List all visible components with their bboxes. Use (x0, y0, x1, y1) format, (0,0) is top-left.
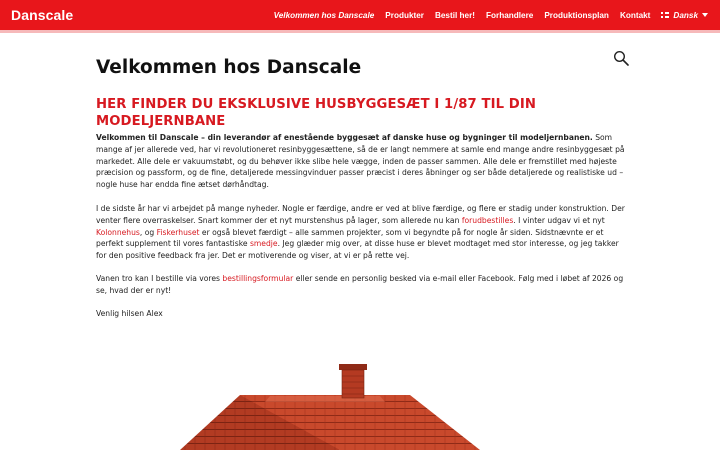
intro-bold-text: Velkommen til Danscale – din leverandør af enestående byggesæt af danske huse og bygninger til modeljernbanen. (96, 133, 593, 142)
site-logo[interactable]: Danscale (11, 7, 74, 23)
chevron-down-icon (702, 13, 708, 17)
nav-item-velkommen[interactable]: Velkommen hos Danscale (273, 10, 375, 20)
link-fiskerhuset[interactable]: Fiskerhuset (156, 227, 200, 237)
news-text-d: er også blevet færdigt – alle sammen projekter, som vi begyndte på for nogle år siden. Sidstnævnte er et perfekt supplement til vores fantastiske (96, 227, 604, 249)
house-model-image (180, 360, 480, 450)
news-text-b: . I vinter udgav vi et nyt (513, 215, 605, 225)
main-content (96, 57, 626, 319)
language-label: Dansk (673, 10, 698, 20)
top-navigation-bar (0, 0, 720, 30)
order-paragraph (96, 273, 626, 297)
link-forudbestilles[interactable]: forudbestilles (461, 215, 514, 225)
news-text-e: . Jeg glæder mig over, at disse huse er blevet modtaget med stor interesse, og jeg takker for den positive feedback fra jer. Det er motiverende og viser, at vi er på rette vej. (96, 239, 619, 261)
nav-item-produktionsplan[interactable]: Produktionsplan (544, 10, 609, 20)
language-switcher[interactable] (661, 11, 708, 20)
intro-text: Som mange af jer allerede ved, har vi revolutioneret resinbyggesættene, så de er langt nemmere at samle end mange andre resinbyggesæt på markedet. Alle dele er vakuumstøbt, og du behøver ikke slibe hele vægge, inden de passer sammen. Alle dele er fremstillet med højeste præcision og passform, og de fine, detaljerede messingvinduer passer præcist i deres åbninger og ser både detaljerede og realistiske ud – nogle huse har endda fine ætset dørhåndtag. (96, 133, 625, 190)
news-text-a: I de sidste år har vi arbejdet på mange nyheder. Nogle er færdige, andre er ved at blive færdige, og flere er stadig under konstruktion. Der venter flere overraskelser. Snart kommer der et nyt murstenshus på lager, som allerede nu kan (96, 203, 625, 225)
nav-item-bestil[interactable]: Bestil her! (434, 10, 476, 20)
order-text-b: eller sende en personlig besked via e-mail eller Facebook. Følg med i løbet af 2026 og se, hvad der er nyt! (96, 273, 624, 295)
link-bestillingsformular[interactable]: bestillingsformular (222, 273, 294, 283)
page-subheading: HER FINDER DU EKSKLUSIVE HUSBYGGESÆT I 1/87 TIL DIN MODELJERNBANE (96, 97, 536, 129)
news-paragraph (96, 203, 626, 262)
header-underline (0, 30, 720, 33)
link-kolonnehus[interactable]: Kolonnehus (96, 227, 140, 237)
signoff: Venlig hilsen Alex (96, 308, 163, 318)
intro-paragraph (96, 132, 626, 191)
nav-item-forhandlere[interactable]: Forhandlere (486, 10, 534, 20)
main-menu (263, 0, 708, 30)
danish-flag-icon (661, 12, 669, 18)
nav-item-produkter[interactable]: Produkter (385, 10, 424, 20)
order-text-a: Vanen tro kan I bestille via vores (96, 273, 223, 283)
nav-item-kontakt[interactable]: Kontakt (619, 10, 651, 20)
page-title: Velkommen hos Danscale (96, 57, 362, 78)
link-smedje[interactable]: smedje (249, 239, 278, 249)
news-text-c: , og (139, 227, 157, 237)
